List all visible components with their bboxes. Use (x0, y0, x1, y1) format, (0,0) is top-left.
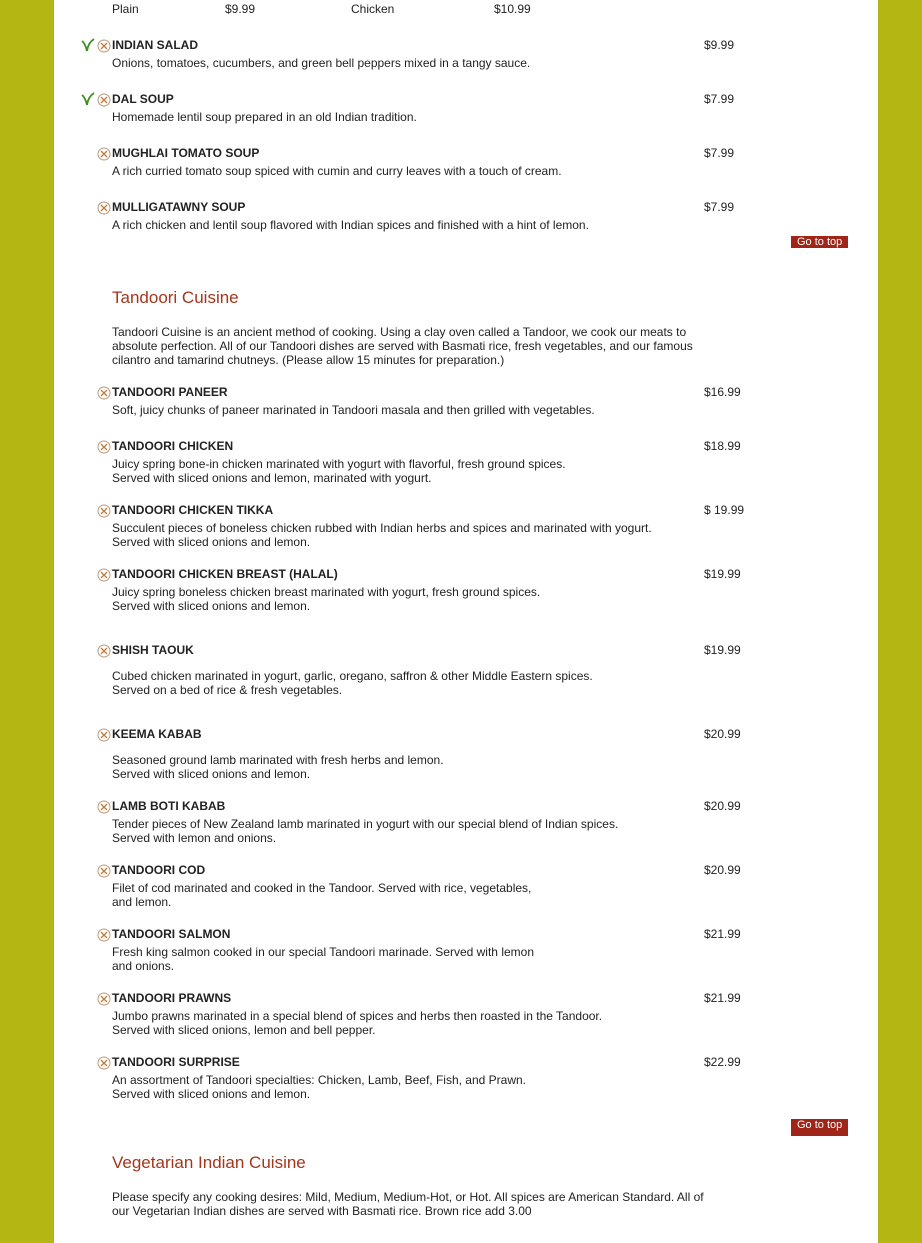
menu-item-description: A rich chicken and lentil soup flavored with Indian spices and finished with a hint of lemon. (112, 218, 589, 232)
menu-item-name: TANDOORI PANEER (112, 385, 228, 399)
menu-item-name: MUGHLAI TOMATO SOUP (112, 146, 260, 160)
menu-item-name: KEEMA KABAB (112, 727, 202, 741)
vegetarian-intro: Please specify any cooking desires: Mild, Medium, Medium-Hot, or Hot. All spices are American Standard. All of our Vegetarian Indian dishes are served with Basmati rice. Brown rice add 3.00 (112, 1190, 704, 1218)
menu-item-description: Onions, tomatoes, cucumbers, and green bell peppers mixed in a tangy sauce. (112, 56, 531, 70)
top-row-col-2: $9.99 (225, 2, 256, 16)
menu-item-description: Seasoned ground lamb marinated with fresh herbs and lemon. (112, 753, 444, 767)
menu-item-price: $20.99 (704, 799, 741, 813)
menu-item-name: TANDOORI CHICKEN BREAST (HALAL) (112, 567, 338, 581)
spice-level-icon (97, 800, 111, 814)
menu-item-description: Fresh king salmon cooked in our special Tandoori marinade. Served with lemon (112, 945, 534, 959)
menu-item-price: $22.99 (704, 1055, 741, 1069)
menu-item-name: TANDOORI PRAWNS (112, 991, 232, 1005)
menu-item-price: $20.99 (704, 727, 741, 741)
top-row-col-1: Plain (112, 2, 139, 16)
menu-item-description-line-2: Served with sliced onions and lemon. (112, 1087, 311, 1101)
menu-item-description: Homemade lentil soup prepared in an old Indian tradition. (112, 110, 417, 124)
menu-item-price: $21.99 (704, 991, 741, 1005)
menu-item-price: $19.99 (704, 643, 741, 657)
menu-item-price: $20.99 (704, 863, 741, 877)
spice-level-icon (97, 504, 111, 518)
menu-item-name: INDIAN SALAD (112, 38, 198, 52)
menu-item-description: An assortment of Tandoori specialties: Chicken, Lamb, Beef, Fish, and Prawn. (112, 1073, 526, 1087)
menu-item-name: MULLIGATAWNY SOUP (112, 200, 246, 214)
spice-level-icon (97, 928, 111, 942)
menu-item-description-line-2: Served on a bed of rice & fresh vegetables. (112, 683, 343, 697)
go-to-top-link-2[interactable]: Go to top (791, 1119, 848, 1136)
menu-item-description-line-2: Served with lemon and onions. (112, 831, 277, 845)
menu-item-price: $7.99 (704, 92, 735, 106)
menu-item-name: TANDOORI CHICKEN (112, 439, 234, 453)
menu-item-name: TANDOORI CHICKEN TIKKA (112, 503, 274, 517)
menu-item-description: Filet of cod marinated and cooked in the Tandoor. Served with rice, vegetables, (112, 881, 532, 895)
spice-level-icon (97, 440, 111, 454)
spice-level-icon (97, 568, 111, 582)
menu-item-price: $16.99 (704, 385, 741, 399)
menu-item-description: Juicy spring boneless chicken breast marinated with yogurt, fresh ground spices. (112, 585, 541, 599)
menu-item-price: $9.99 (704, 38, 735, 52)
spice-level-icon (97, 1056, 111, 1070)
menu-item-price: $ 19.99 (704, 503, 745, 517)
menu-item-price: $7.99 (704, 146, 735, 160)
spice-level-icon (97, 93, 111, 107)
go-to-top-link-1[interactable]: Go to top (791, 236, 848, 248)
menu-item-description-line-2: Served with sliced onions and lemon. (112, 535, 311, 549)
menu-page (54, 0, 878, 1243)
menu-item-description-line-2: Served with sliced onions and lemon. (112, 599, 311, 613)
spice-level-icon (97, 728, 111, 742)
menu-item-description-line-2: Served with sliced onions, lemon and bell pepper. (112, 1023, 376, 1037)
top-row-col-3: Chicken (351, 2, 395, 16)
menu-item-price: $7.99 (704, 200, 735, 214)
spice-level-icon (97, 147, 111, 161)
top-row-col-4: $10.99 (494, 2, 531, 16)
spice-level-icon (97, 864, 111, 878)
menu-item-name: LAMB BOTI KABAB (112, 799, 226, 813)
menu-item-name: SHISH TAOUK (112, 643, 194, 657)
menu-item-price: $18.99 (704, 439, 741, 453)
menu-item-description-line-2: and onions. (112, 959, 175, 973)
menu-item-name: TANDOORI SALMON (112, 927, 231, 941)
vegetarian-section-title: Vegetarian Indian Cuisine (112, 1153, 306, 1172)
menu-item-name: DAL SOUP (112, 92, 174, 106)
menu-item-description-line-2: Served with sliced onions and lemon, marinated with yogurt. (112, 471, 432, 485)
spice-level-icon (97, 39, 111, 53)
menu-item-name: TANDOORI COD (112, 863, 206, 877)
menu-item-description: Tender pieces of New Zealand lamb marinated in yogurt with our special blend of Indian spices. (112, 817, 619, 831)
spice-level-icon (97, 992, 111, 1006)
spice-level-icon (97, 386, 111, 400)
tandoori-section-title: Tandoori Cuisine (112, 288, 239, 307)
menu-item-description-line-2: Served with sliced onions and lemon. (112, 767, 311, 781)
menu-item-price: $21.99 (704, 927, 741, 941)
menu-item-name: TANDOORI SURPRISE (112, 1055, 240, 1069)
menu-item-description: Juicy spring bone-in chicken marinated with yogurt with flavorful, fresh ground spices. (112, 457, 566, 471)
menu-item-price: $19.99 (704, 567, 741, 581)
menu-item-description: Succulent pieces of boneless chicken rubbed with Indian herbs and spices and marinated with yogurt. (112, 521, 652, 535)
vegetarian-leaf-icon (80, 37, 96, 53)
vegetarian-leaf-icon (80, 91, 96, 107)
menu-item-description: A rich curried tomato soup spiced with cumin and curry leaves with a touch of cream. (112, 164, 562, 178)
menu-item-description: Soft, juicy chunks of paneer marinated in Tandoori masala and then grilled with vegetables. (112, 403, 595, 417)
spice-level-icon (97, 644, 111, 658)
menu-item-description: Jumbo prawns marinated in a special blend of spices and herbs then roasted in the Tandoor. (112, 1009, 603, 1023)
spice-level-icon (97, 201, 111, 215)
tandoori-intro: Tandoori Cuisine is an ancient method of cooking. Using a clay oven called a Tandoor, we cook our meats to absolute perfection. All of our Tandoori dishes are served with Basmati rice, fresh vegetables, and our famous cilantro and tamarind chutneys. (Please allow 15 minutes for preparation.) (112, 325, 693, 367)
menu-item-description-line-2: and lemon. (112, 895, 172, 909)
menu-item-description: Cubed chicken marinated in yogurt, garlic, oregano, saffron & other Middle Eastern spices. (112, 669, 593, 683)
